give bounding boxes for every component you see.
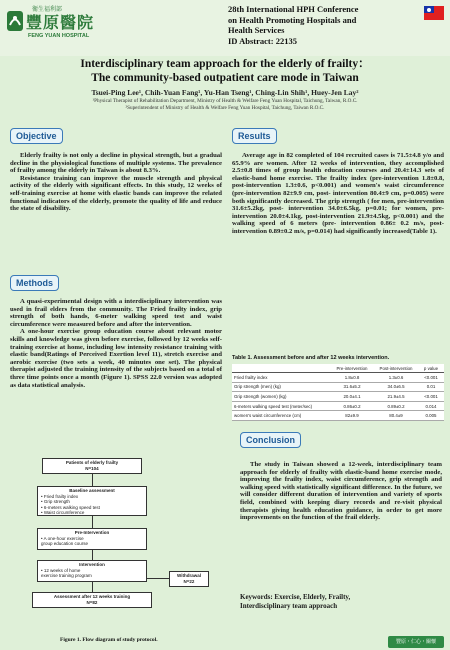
flow-box-title: Baseline assessment [69, 488, 115, 493]
objective-text [10, 152, 222, 213]
table-header [232, 364, 444, 373]
table-row [232, 373, 444, 383]
flow-box-pre-intervention [37, 528, 147, 550]
figure-caption: Figure 1. Flow diagram of study protocol. [60, 637, 158, 643]
table-cell: 0.89±0.2 [387, 403, 405, 409]
table-cell: 0.005 [425, 413, 437, 419]
logo-mark-icon [6, 10, 24, 32]
flow-box-item: • Waist circumference [41, 510, 85, 515]
table-cell: <0.001 [424, 393, 438, 399]
methods-paragraph: A quasi-experimental design with a interdisciplinary intervention was used in frail elders from the community. The Fried frailty index, grip strength of both hands, 6-meter walking speed test and waist circumference were measured before and after the intervention. [10, 298, 222, 328]
methods-heading: Methods [10, 275, 59, 291]
table-cell: 1.3±0.6 [388, 374, 404, 380]
table-header-cell: Post-intervention [379, 365, 413, 371]
table-cell: Grip strength (women) (kg) [234, 393, 287, 399]
logo-chinese-name: 豐原醫院 [26, 13, 95, 32]
flow-box-item: • 6-meters walking speed test [41, 504, 100, 510]
table-cell: 80.4±9 [389, 413, 403, 419]
conclusion-paragraph: The study in Taiwan showed a 12-week, interdisciplinary team approach for elderly of frailty with elastic-band home exercise mode, improving the frailty index, waist circumference, grip strength and walking speed with statistically significant difference. In the future, we will consider different duration of intervention and variety of sports field, combined with keeping diary records and re-visit physical therapists giving health education guidance, in order to get more improvements on the function of the frail elderly. [240, 461, 442, 522]
table-cell: 21.9±4.5 [387, 393, 405, 399]
flow-box-title: Withdrawal [177, 573, 201, 578]
objective-paragraph: Resistance training can improve the muscle strength and physical activity of the elderly with significant effects. In this study, 12 weeks of self-training exercise at home with elastic bands can improve the related functional indicators of the elderly, promote the quality of life and reduce the state of disability. [10, 174, 222, 213]
table-row [232, 402, 444, 412]
objective-paragraph: Elderly frailty is not only a decline in physical strength, but a gradual decline in the physiological functions of multiple systems. The prevalence of frailty among the elderly in Taiwan is about 8.3%. [10, 152, 222, 175]
flow-box-withdrawal [169, 571, 209, 587]
results-heading: Results [232, 128, 277, 144]
logo-english-name: FENG YUAN HOSPITAL [28, 33, 90, 39]
table-row [232, 411, 444, 421]
table-cell: 20.0±4.1 [343, 393, 361, 399]
affiliation-line: ¹Physical Therapist of Rehabilitation Department, Ministry of Health & Welfare Feng Yuan Hospital, Taichung, Taiwan, R.O.C. [92, 98, 358, 104]
flow-box-title: Patients of elderly frailty [65, 460, 119, 465]
flag-sun-icon [427, 8, 431, 12]
table-cell: <0.001 [424, 374, 438, 380]
methods-paragraph: A one-hour exercise group education course about relevant motor skills and knowledge was given before exercise, followed by 12 weeks self-training exercise at home, including low intensity resistance training with elastic band(Ratings of Perceived Exertion level 11), stretch exercise and aerobic exercise (two sets a week, 40 minutes one set). The physical therapist adjusted the training intensity of the subjects based on a total of three time points once a month (Figure 1). SPSS 22.0 version was adopted as data statistical analysis. [10, 328, 222, 389]
table-cell: 34.0±6.5 [387, 384, 405, 390]
taiwan-flag-icon [424, 6, 444, 20]
table-cell: 82±9.9 [345, 413, 359, 419]
table-row [232, 392, 444, 402]
flow-box-count: N=82 [86, 599, 98, 605]
poster-title [0, 57, 450, 85]
conference-info [228, 4, 418, 46]
flow-arrow [92, 516, 93, 528]
flow-box-item: • Grip strength [41, 499, 70, 504]
title-line: The community-based outpatient care mode in Taiwan [91, 72, 359, 84]
flow-arrow-withdrawal [147, 578, 169, 579]
table-cell: Grip strength (men) (kg) [234, 384, 281, 390]
flow-box-baseline [37, 486, 147, 516]
authors: Tsuei-Ping Lee¹, Chih-Yuan Fang¹, Yu-Han Tseng¹, Ching-Lin Shih¹, Huey-Jen Lay² [91, 88, 359, 97]
table-caption: Table 1. Assessment before and after 12 weeks intervention. [232, 355, 390, 361]
flow-arrow [92, 550, 93, 560]
conference-line: Health Services [228, 25, 285, 35]
flow-box-item: • A one-hour exercise [41, 535, 84, 541]
flow-box-item: • 12 weeks of home [41, 567, 81, 573]
flow-box-item: exercise training program [41, 573, 92, 578]
flow-box-patients [42, 458, 142, 474]
table-cell: 31.6±5.2 [343, 384, 361, 390]
footer-badge: 豐原・仁心・關懷 [388, 636, 444, 648]
affiliation-line: ²Superintendent of Ministry of Health & Welfare Feng Yuan Hospital, Taichung, Taiwan R.O.C. [125, 104, 325, 111]
flow-arrow [92, 474, 93, 486]
hospital-logo [6, 4, 126, 50]
methods-text [10, 298, 222, 389]
flow-box-title: Assessment after 12 weeks training [53, 594, 131, 599]
flow-diagram [32, 458, 212, 633]
objective-heading: Objective [10, 128, 63, 144]
flow-box-intervention [37, 560, 147, 582]
conference-line: 28th International HPH Conference [228, 4, 359, 14]
affiliations [0, 98, 450, 111]
keywords-line: Interdisciplinary team approach [240, 602, 338, 610]
keywords [240, 593, 350, 611]
conclusion-text [240, 461, 442, 522]
table-cell: 1.8±0.8 [344, 374, 360, 380]
table-header-cell: Pre-intervention [336, 365, 368, 371]
table-cell: women's waist circumference (cm) [234, 413, 302, 419]
results-paragraph: Average age in 82 completed of 104 recruited cases is 71.5±4.8 y/o and 65.9% are women. After 12 weeks of intervention, they accomplished 2.5±0.8 times of group health education courses and 20.4±14.3 sets of elastic-band home exercise. The frailty index (pre-intervention 1.8±0.8, post-intervention 1.3±0.6, p<0.001) and women's waist circumference (pre-intervention 82±9.9 cm, post- intervention 80.4±9 cm, p=0.005) were both significantly decreased. The grip strength ( for men, pre-intervention 31.6±5.2kg, post- intervention 34.0±6.5kg, p=0.01; for women, pre-intervention 20.0±4.1kg, post-intervention 21.9±4.5kg, p<0.001) and the walking speed of 6 meters (pre- intervention 0.86± 0.2 m/s, post-intervention 0.89±0.2 m/s, p=0.014) had significantly increased(Table 1). [232, 152, 444, 235]
flow-arrow [92, 582, 93, 592]
table-cell: 0.014 [425, 403, 437, 409]
flow-box-count: N=104 [85, 465, 99, 471]
abstract-id: ID Abstract: 22135 [228, 35, 297, 46]
table-cell: Fried frailty index [234, 374, 268, 380]
flow-box-title: Pre-Intervention [74, 530, 110, 535]
results-text [232, 152, 444, 236]
results-table [232, 364, 444, 421]
table-cell: 0.86±0.2 [343, 403, 361, 409]
table-cell: 6-meters walking speed test (meter/sec) [234, 403, 313, 409]
conclusion-heading: Conclusion [240, 432, 301, 448]
flow-box-assessment [32, 592, 152, 608]
flow-box-item: • Fried frailty index [41, 493, 79, 499]
logo-ministry-text: 衛生福利部 [32, 6, 63, 13]
table-row [232, 383, 444, 393]
table-header-cell: p value [423, 365, 439, 371]
keywords-line: Keywords: Exercise, Elderly, Frailty, [240, 593, 351, 601]
table-cell: 0.01 [426, 384, 436, 390]
flow-box-title: Intervention [79, 562, 105, 567]
conference-line: on Health Promoting Hospitals and [228, 14, 357, 25]
flow-box-item: group education course [41, 541, 89, 546]
title-line: Interdisciplinary team approach for the elderly of frailty： [80, 58, 370, 70]
flow-box-count: N=22 [183, 578, 195, 584]
